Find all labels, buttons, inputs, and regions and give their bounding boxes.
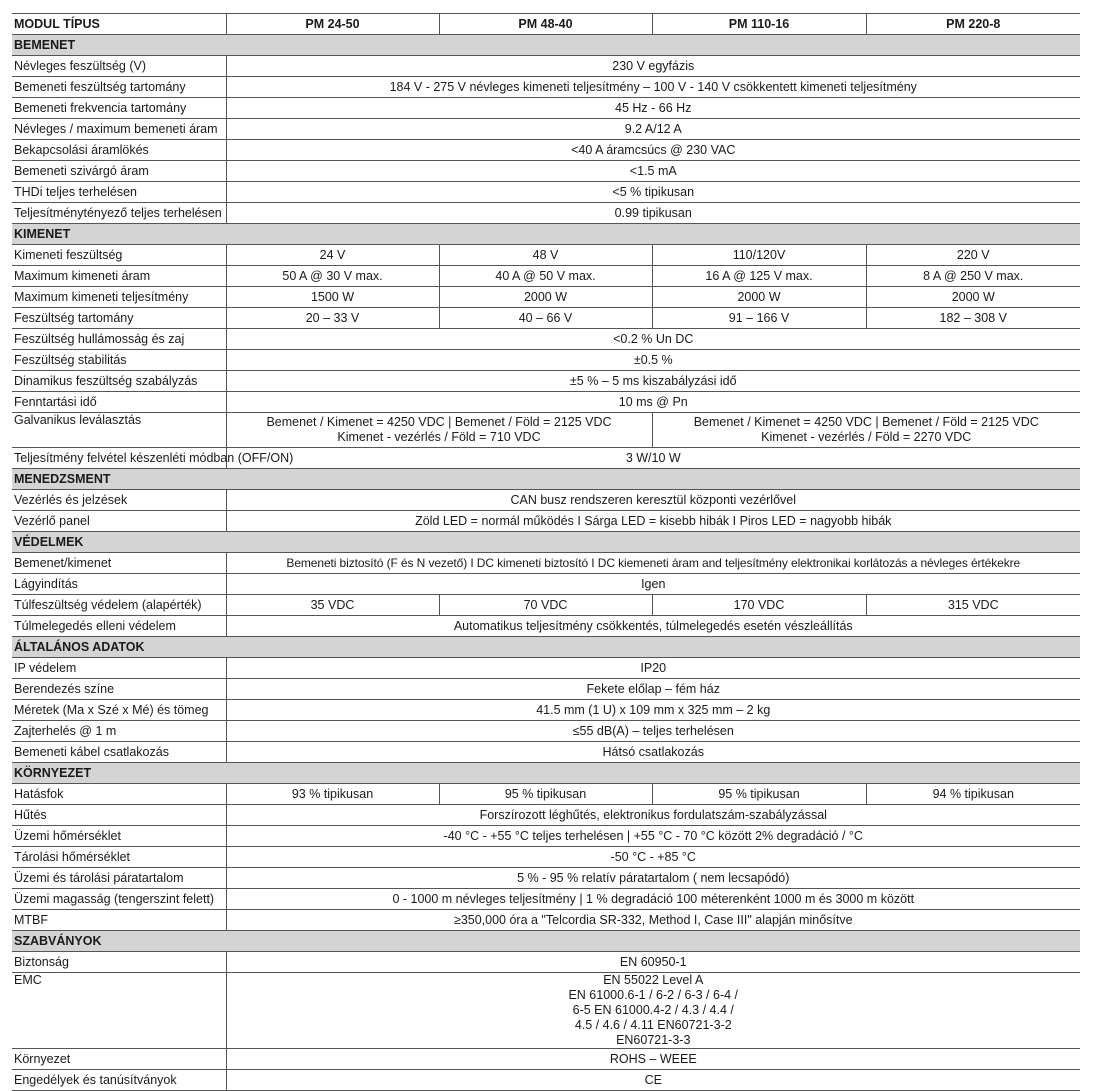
row-label: Üzemi és tárolási páratartalom: [12, 868, 226, 889]
table-row: [12, 392, 1080, 413]
cell-value: 95 % tipikusan: [439, 784, 652, 805]
row-value: 45 Hz - 66 Hz: [226, 98, 1080, 119]
cell-value: 16 A @ 125 V max.: [652, 266, 866, 287]
table-row: [12, 203, 1080, 224]
table-row: [12, 826, 1080, 847]
row-label: Környezet: [12, 1049, 226, 1070]
row-value: <5 % tipikusan: [226, 182, 1080, 203]
header-label: MODUL TÍPUS: [12, 14, 226, 35]
table-row: [12, 574, 1080, 595]
row-label: Zajterhelés @ 1 m: [12, 721, 226, 742]
row-label: Maximum kimeneti áram: [12, 266, 226, 287]
emc-line: 4.5 / 4.6 / 4.11 EN60721-3-2: [574, 1018, 732, 1032]
emc-value: [226, 973, 1080, 1049]
row-label: Teljesítmény felvétel készenléti módban (OFF/ON): [12, 448, 226, 469]
table-row: [12, 140, 1080, 161]
table-row: [12, 98, 1080, 119]
row-value: 230 V egyfázis: [226, 56, 1080, 77]
table-row: [12, 1049, 1080, 1070]
row-label: Túlmelegedés elleni védelem: [12, 616, 226, 637]
cell-value: 2000 W: [439, 287, 652, 308]
row-value: 5 % - 95 % relatív páratartalom ( nem lecsapódó): [226, 868, 1080, 889]
cell-value: 40 – 66 V: [439, 308, 652, 329]
cell-value: 315 VDC: [866, 595, 1080, 616]
row-label: Bemeneti kábel csatlakozás: [12, 742, 226, 763]
row-label: Túlfeszültség védelem (alapérték): [12, 595, 226, 616]
row-label: Teljesítménytényező teljes terhelésen: [12, 203, 226, 224]
galvanic-left: [226, 413, 652, 448]
table-row: [12, 679, 1080, 700]
row-value: 184 V - 275 V névleges kimeneti teljesítmény – 100 V - 140 V csökkentett kimeneti teljesítmény: [226, 77, 1080, 98]
model-header: PM 220-8: [866, 14, 1080, 35]
cell-value: 93 % tipikusan: [226, 784, 439, 805]
row-label: Fenntartási idő: [12, 392, 226, 413]
table-row: [12, 511, 1080, 532]
row-label: Névleges feszültség (V): [12, 56, 226, 77]
row-label: Feszültség tartomány: [12, 308, 226, 329]
row-label: Tárolási hőmérséklet: [12, 847, 226, 868]
row-label: Galvanikus leválasztás: [12, 413, 226, 448]
cell-value: 35 VDC: [226, 595, 439, 616]
section-title: BEMENET: [12, 35, 1080, 56]
cell-value: 24 V: [226, 245, 439, 266]
row-label: Feszültség hullámosság és zaj: [12, 329, 226, 350]
cell-value: 182 – 308 V: [866, 308, 1080, 329]
cell-value: 94 % tipikusan: [866, 784, 1080, 805]
emc-line: EN60721-3-3: [616, 1033, 691, 1047]
galvanic-right: [652, 413, 1080, 448]
row-label: Maximum kimeneti teljesítmény: [12, 287, 226, 308]
row-value: Bemeneti biztosító (F és N vezető) I DC kimeneti biztosító I DC kiemeneti áram and teljesítmény elektronikai korlátozás a névleges értékekre: [226, 553, 1080, 574]
cell-value: 50 A @ 30 V max.: [226, 266, 439, 287]
row-value: EN 60950-1: [226, 952, 1080, 973]
row-label: Bemeneti feszültség tartomány: [12, 77, 226, 98]
emc-line: EN 55022 Level A: [603, 973, 704, 987]
row-value: <1.5 mA: [226, 161, 1080, 182]
cell-value: 70 VDC: [439, 595, 652, 616]
table-row: [12, 868, 1080, 889]
table-row: [12, 784, 1080, 805]
model-header: PM 48-40: [439, 14, 652, 35]
cell-value: 91 – 166 V: [652, 308, 866, 329]
model-header: PM 24-50: [226, 14, 439, 35]
row-value: Automatikus teljesítmény csökkentés, túlmelegedés esetén vészleállítás: [226, 616, 1080, 637]
row-value: Fekete előlap – fém ház: [226, 679, 1080, 700]
model-header: PM 110-16: [652, 14, 866, 35]
table-row: [12, 616, 1080, 637]
row-value: CAN busz rendszeren keresztül központi vezérlővel: [226, 490, 1080, 511]
row-label: Biztonság: [12, 952, 226, 973]
section-title: VÉDELMEK: [12, 532, 1080, 553]
table-row: [12, 910, 1080, 931]
row-label: Engedélyek és tanúsítványok: [12, 1070, 226, 1091]
section-title: ÁLTALÁNOS ADATOK: [12, 637, 1080, 658]
section-title: SZABVÁNYOK: [12, 931, 1080, 952]
table-row: [12, 329, 1080, 350]
cell-value: 170 VDC: [652, 595, 866, 616]
table-row: [12, 77, 1080, 98]
galvanic-right-line: Bemenet / Kimenet = 4250 VDC | Bemenet / Föld = 2125 VDC: [693, 415, 1039, 429]
table-row: [12, 742, 1080, 763]
cell-value: 220 V: [866, 245, 1080, 266]
row-label: Üzemi magasság (tengerszint felett): [12, 889, 226, 910]
emc-line: 6-5 EN 61000.4-2 / 4.3 / 4.4 /: [572, 1003, 734, 1017]
row-label: Üzemi hőmérséklet: [12, 826, 226, 847]
row-label: MTBF: [12, 910, 226, 931]
row-label: THDi teljes terhelésen: [12, 182, 226, 203]
section-header-kornyezet: [12, 763, 1080, 784]
section-header-bemenet: [12, 35, 1080, 56]
table-row: [12, 245, 1080, 266]
galvanic-right-line: Kimenet - vezérlés / Föld = 2270 VDC: [761, 430, 972, 444]
row-value: -50 °C - +85 °C: [226, 847, 1080, 868]
table-row: [12, 658, 1080, 679]
row-label: Feszültség stabilitás: [12, 350, 226, 371]
table-row: [12, 1070, 1080, 1091]
cell-value: 8 A @ 250 V max.: [866, 266, 1080, 287]
row-label: Lágyindítás: [12, 574, 226, 595]
emc-line: EN 61000.6-1 / 6-2 / 6-3 / 6-4 /: [568, 988, 739, 1002]
table-row: [12, 371, 1080, 392]
table-row: [12, 308, 1080, 329]
cell-value: 2000 W: [866, 287, 1080, 308]
row-value: 41.5 mm (1 U) x 109 mm x 325 mm – 2 kg: [226, 700, 1080, 721]
section-header-vedelmek: [12, 532, 1080, 553]
table-row: [12, 721, 1080, 742]
row-label: Berendezés színe: [12, 679, 226, 700]
row-value: <40 A áramcsúcs @ 230 VAC: [226, 140, 1080, 161]
table-row: [12, 161, 1080, 182]
row-value: ±0.5 %: [226, 350, 1080, 371]
row-label: Névleges / maximum bemeneti áram: [12, 119, 226, 140]
row-value: Forszírozott léghűtés, elektronikus fordulatszám-szabályzással: [226, 805, 1080, 826]
section-header-menedzsment: [12, 469, 1080, 490]
section-header-kimenet: [12, 224, 1080, 245]
section-title: KIMENET: [12, 224, 1080, 245]
header-row: [12, 14, 1080, 35]
row-label: IP védelem: [12, 658, 226, 679]
row-label: Méretek (Ma x Szé x Mé) és tömeg: [12, 700, 226, 721]
row-value: ≤55 dB(A) – teljes terhelésen: [226, 721, 1080, 742]
row-value: 10 ms @ Pn: [226, 392, 1080, 413]
row-label: Kimeneti feszültség: [12, 245, 226, 266]
table-row: [12, 287, 1080, 308]
row-label: Hatásfok: [12, 784, 226, 805]
cell-value: 2000 W: [652, 287, 866, 308]
table-row: [12, 553, 1080, 574]
cell-value: 20 – 33 V: [226, 308, 439, 329]
row-label: Bemenet/kimenet: [12, 553, 226, 574]
table-row: [12, 490, 1080, 511]
row-value: ROHS – WEEE: [226, 1049, 1080, 1070]
table-row-emc: [12, 973, 1080, 1049]
cell-value: 1500 W: [226, 287, 439, 308]
table-row: [12, 847, 1080, 868]
section-title: MENEDZSMENT: [12, 469, 1080, 490]
row-value: 9.2 A/12 A: [226, 119, 1080, 140]
row-label: Bemeneti szivárgó áram: [12, 161, 226, 182]
row-label: Vezérlő panel: [12, 511, 226, 532]
table-row-galvanic: [12, 413, 1080, 448]
row-value: ±5 % – 5 ms kiszabályzási idő: [226, 371, 1080, 392]
table-row: [12, 952, 1080, 973]
row-value: 3 W/10 W: [226, 448, 1080, 469]
table-row: [12, 56, 1080, 77]
table-row: [12, 595, 1080, 616]
section-header-altalanos: [12, 637, 1080, 658]
row-value: ≥350,000 óra a "Telcordia SR-332, Method I, Case III" alapján minősítve: [226, 910, 1080, 931]
row-label: Bemeneti frekvencia tartomány: [12, 98, 226, 119]
cell-value: 110/120V: [652, 245, 866, 266]
table-row: [12, 350, 1080, 371]
row-value: 0.99 tipikusan: [226, 203, 1080, 224]
galvanic-left-line: Kimenet - vezérlés / Föld = 710 VDC: [337, 430, 541, 444]
section-header-szabvanyok: [12, 931, 1080, 952]
row-value: Zöld LED = normál működés I Sárga LED = kisebb hibák I Piros LED = nagyobb hibák: [226, 511, 1080, 532]
section-title: KÖRNYEZET: [12, 763, 1080, 784]
row-label: Bekapcsolási áramlökés: [12, 140, 226, 161]
row-value: -40 °C - +55 °C teljes terhelésen | +55 °C - 70 °C között 2% degradáció / °C: [226, 826, 1080, 847]
row-label: Hűtés: [12, 805, 226, 826]
row-value: Igen: [226, 574, 1080, 595]
table-row: [12, 119, 1080, 140]
table-row: [12, 266, 1080, 287]
row-value: Hátsó csatlakozás: [226, 742, 1080, 763]
row-value: CE: [226, 1070, 1080, 1091]
cell-value: 40 A @ 50 V max.: [439, 266, 652, 287]
table-row: [12, 805, 1080, 826]
row-value: <0.2 % Un DC: [226, 329, 1080, 350]
table-row: [12, 182, 1080, 203]
table-row: [12, 889, 1080, 910]
cell-value: 48 V: [439, 245, 652, 266]
row-value: IP20: [226, 658, 1080, 679]
row-label: EMC: [12, 973, 226, 1049]
cell-value: 95 % tipikusan: [652, 784, 866, 805]
galvanic-left-line: Bemenet / Kimenet = 4250 VDC | Bemenet / Föld = 2125 VDC: [266, 415, 612, 429]
row-value: 0 - 1000 m névleges teljesítmény | 1 % degradáció 100 méterenként 1000 m és 3000 m között: [226, 889, 1080, 910]
table-row: [12, 700, 1080, 721]
table-row: [12, 448, 1080, 469]
spec-table: [12, 13, 1080, 1091]
row-label: Dinamikus feszültség szabályzás: [12, 371, 226, 392]
row-label: Vezérlés és jelzések: [12, 490, 226, 511]
